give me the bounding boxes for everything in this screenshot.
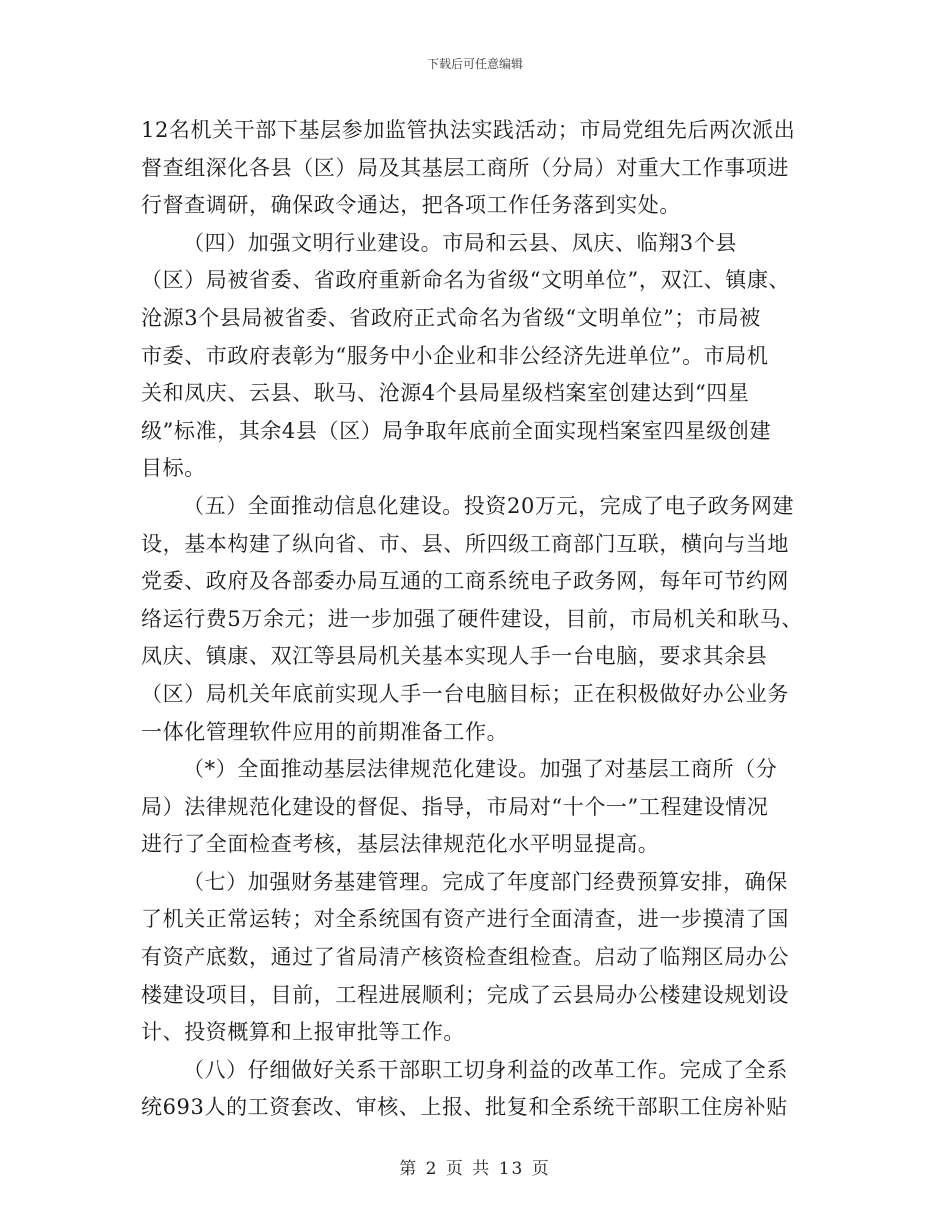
text-line: 行督查调研，确保政令通达，把各项工作任务落到实处。 — [141, 193, 681, 218]
text-line: 目标。 — [141, 456, 206, 481]
paragraph — [141, 112, 811, 225]
text-line: （七）加强财务基建管理。完成了年度部门经费预算安排，确保 — [183, 869, 788, 894]
paragraph — [141, 864, 811, 1052]
text-line: 设，基本构建了纵向省、市、县、所四级工商部门互联，横向与当地 — [141, 531, 789, 556]
paragraph — [141, 1052, 811, 1127]
text-line: 党委、政府及各部委办局互通的工商系统电子政务网，每年可节约网 — [141, 569, 789, 594]
paragraph — [141, 488, 811, 751]
text-line: 了机关正常运转；对全系统国有资产进行全面清查，进一步摸清了国 — [141, 907, 789, 932]
text-line: 进行了全面检查考核，基层法律规范化水平明显提高。 — [141, 832, 660, 857]
text-line: 一体化管理软件应用的前期准备工作。 — [141, 719, 509, 744]
text-line: 局）法律规范化建设的督促、指导，市局对“十个一”工程建设情况 — [141, 794, 769, 819]
text-line: 凤庆、镇康、双江等县局机关基本实现人手一台电脑，要求其余县 — [141, 644, 768, 669]
text-line: 统693人的工资套改、审核、上报、批复和全系统干部职工住房补贴 — [141, 1095, 788, 1120]
text-line: 沧源3个县局被省委、省政府正式命名为省级“文明单位”；市局被 — [141, 305, 761, 330]
text-line: （五）全面推动信息化建设。投资20万元，完成了电子政务网建 — [183, 493, 795, 518]
paragraph — [141, 225, 811, 488]
page-number-footer: 第 2 页 共 13 页 — [399, 1159, 551, 1179]
text-line: 楼建设项目，目前，工程进展顺利；完成了云县局办公楼建设规划设 — [141, 982, 789, 1007]
text-line: 市委、市政府表彰为“服务中小企业和非公经济先进单位”。市局机 — [141, 343, 769, 368]
text-line: （区）局被省委、省政府重新命名为省级“文明单位”，双江、镇康、 — [141, 268, 791, 293]
text-line: （八）仔细做好关系干部职工切身利益的改革工作。完成了全系 — [183, 1057, 788, 1082]
text-line: （*）全面推动基层法律规范化建设。加强了对基层工商所（分 — [183, 757, 778, 782]
text-line: 12名机关干部下基层参加监管执法实践活动；市局党组先后两次派出 — [141, 118, 796, 142]
text-line: 关和凤庆、云县、耿马、沧源4个县局星级档案室创建达到“四星 — [141, 381, 750, 406]
page-header: 下载后可任意编辑 — [426, 57, 523, 71]
document-body — [141, 112, 811, 1127]
text-line: 督查组深化各县（区）局及其基层工商所（分局）对重大工作事项进 — [141, 155, 789, 180]
text-line: 络运行费5万余元；进一步加强了硬件建设，目前，市局机关和耿马、 — [141, 606, 803, 631]
text-line: 有资产底数，通过了省局清产核资检查组检查。启动了临翔区局办公 — [141, 945, 789, 970]
text-line: 计、投资概算和上报审批等工作。 — [141, 1020, 465, 1045]
text-line: （四）加强文明行业建设。市局和云县、凤庆、临翔3个县 — [183, 230, 737, 255]
text-line: （区）局机关年底前实现人手一台电脑目标；正在积极做好办公业务 — [141, 681, 789, 706]
text-line: 级”标准，其余4县（区）局争取年底前全面实现档案室四星级创建 — [141, 418, 772, 443]
paragraph — [141, 751, 811, 864]
